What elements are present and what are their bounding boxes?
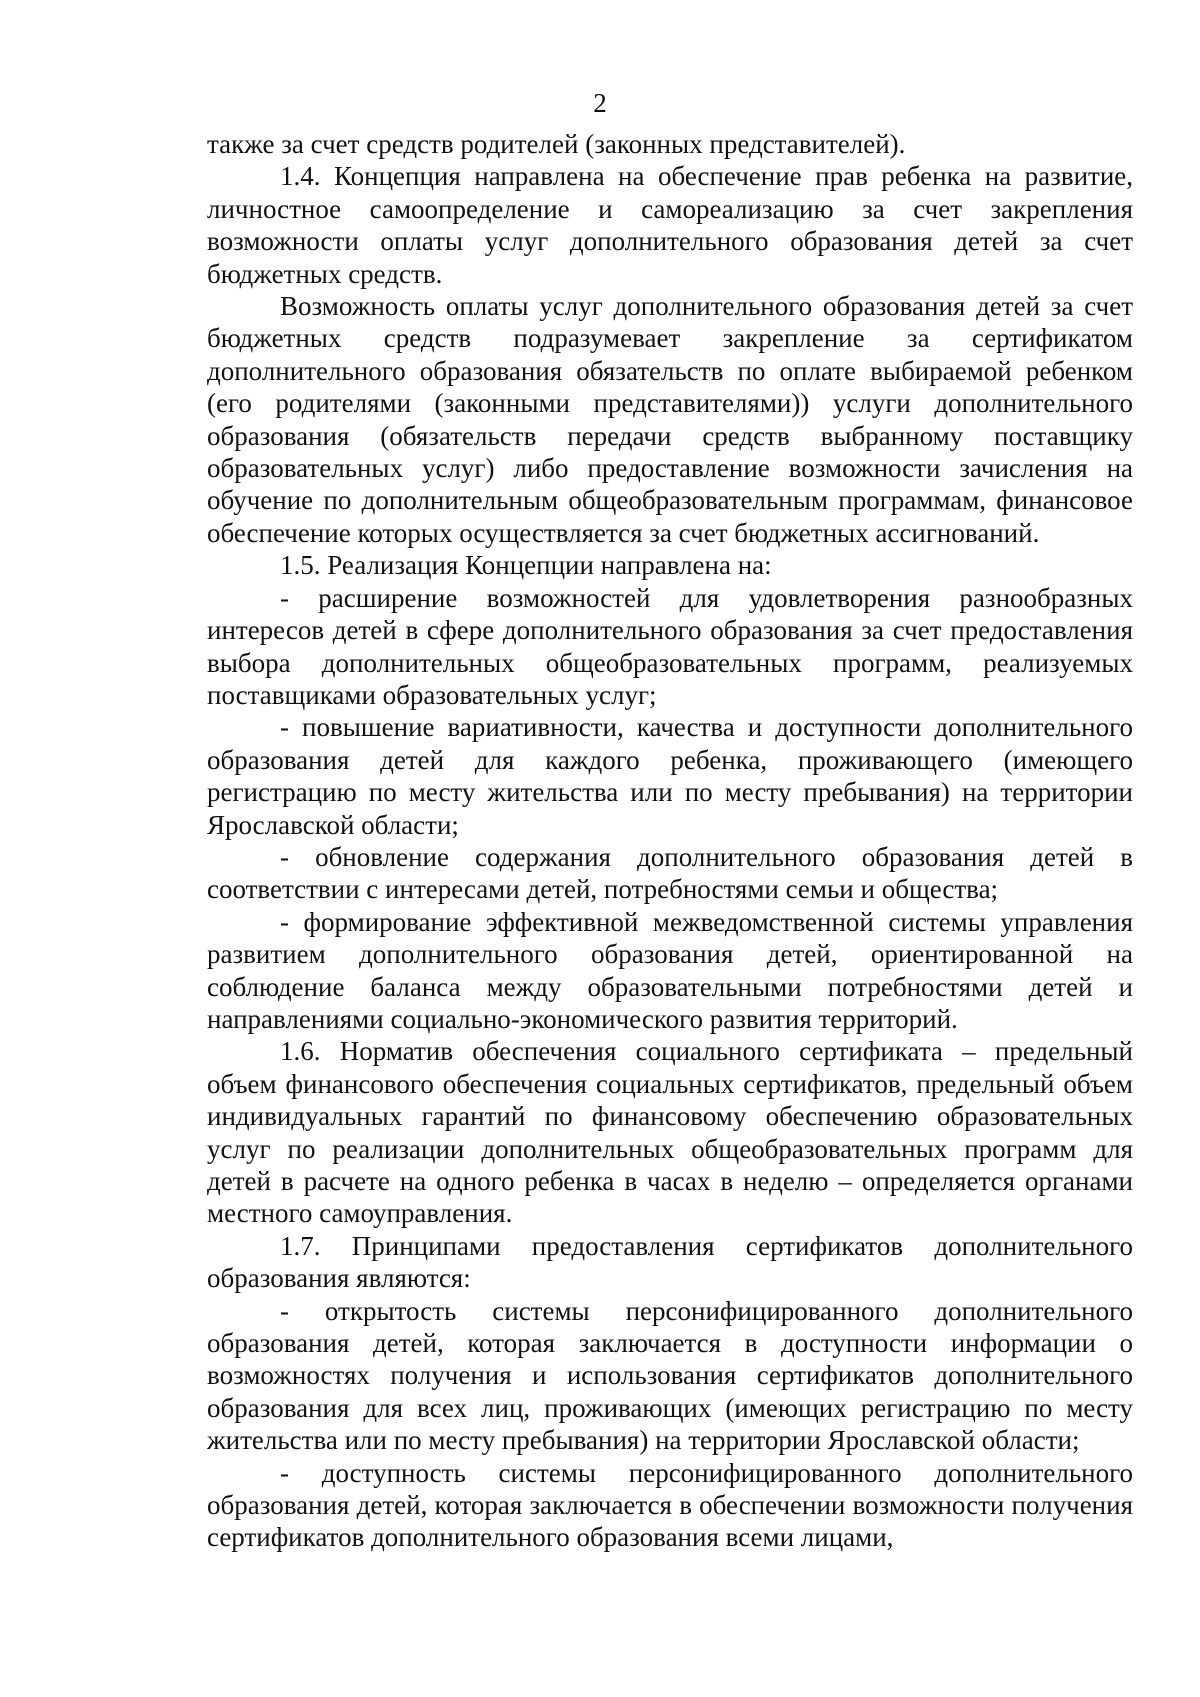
list-item-openness: - открытость системы персонифицированного дополнительного образования детей, которая заключается в доступности информации о возможностях получения и использования сертификатов дополнительного образования для всех лиц, проживающих (имеющих регистрацию по месту жительства или по месту пребывания) на территории Ярославской области; [207,1295,1133,1456]
paragraph-1-4: 1.4. Концепция направлена на обеспечение прав ребенка на развитие, личностное самоопределение и самореализацию за счет закрепления возможности оплаты услуг дополнительного образования детей за счет бюджетных средств. [207,161,1133,289]
paragraph-continuation: также за счет средств родителей (законных представителей). [207,129,906,159]
document-body [207,128,1133,1554]
paragraph-1-6: 1.6. Норматив обеспечения социального сертификата – предельный объем финансового обеспечения социальных сертификатов, предельный объем индивидуальных гарантий по финансовому обеспечению образовательных услуг по реализации дополнительных общеобразовательных программ для детей в расчете на одного ребенка в часах в неделю – определяется органами местного самоуправления. [207,1036,1133,1229]
page-number: 2 [593,88,607,118]
list-item-expanding-opportunities: - расширение возможностей для удовлетворения разнообразных интересов детей в сфере дополнительного образования за счет предоставления выбора дополнительных общеобразовательных программ, реализуемых поставщиками образовательных услуг; [207,582,1133,710]
list-item-content-update: - обновление содержания дополнительного образования детей в соответствии с интересами детей, потребностями семьи и общества; [207,841,1133,905]
list-item-management-system: - формирование эффективной межведомственной системы управления развитием дополнительного образования детей, ориентированной на соблюдение баланса между образовательными потребностями детей и направлениями социально-экономического развития территорий. [207,906,1133,1034]
paragraph-budget-funding: Возможность оплаты услуг дополнительного образования детей за счет бюджетных средств подразумевает закрепление за сертификатом дополнительного образования обязательств по оплате выбираемой ребенком (его родителями (законными представителями)) услуги дополнительного образования (обязательств передачи средств выбранному поставщику образовательных услуг) либо предоставление возможности зачисления на обучение по дополнительным общеобразовательным программам, финансовое обеспечение которых осуществляется за счет бюджетных ассигнований. [207,291,1133,548]
paragraph-1-7: 1.7. Принципами предоставления сертификатов дополнительного образования являются: [207,1230,1133,1294]
paragraph-1-5: 1.5. Реализация Концепции направлена на: [280,550,772,581]
list-item-accessibility: - доступность системы персонифицированного дополнительного образования детей, которая заключается в обеспечении возможности получения сертификатов дополнительного образования всеми лицами, [207,1457,1133,1553]
list-item-variability: - повышение вариативности, качества и доступности дополнительного образования детей для каждого ребенка, проживающего (имеющего регистрацию по месту жительства или по месту пребывания) на территории Ярославской области; [207,712,1133,840]
